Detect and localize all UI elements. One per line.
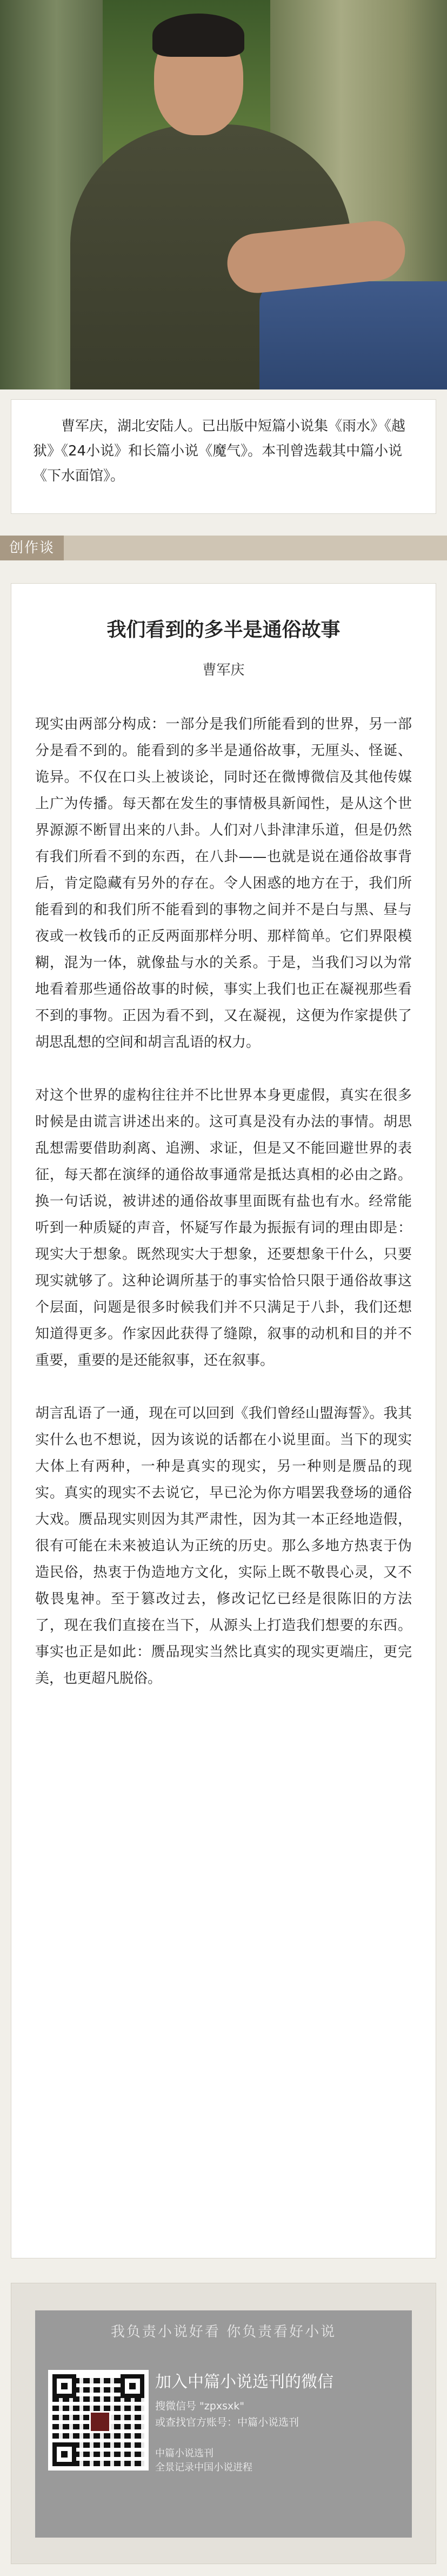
author-photo — [0, 0, 447, 389]
author-bio-text: 曹军庆，湖北安陆人。已出版中短篇小说集《雨水》《越狱》《24小说》和长篇小说《魔气》。本刊曾选载其中篇小说《下水面馆》。 — [33, 418, 406, 484]
article-title: 我们看到的多半是通俗故事 — [106, 619, 341, 641]
author-hair — [152, 14, 244, 57]
article-box — [11, 583, 436, 2258]
article-paragraph-1: 现实由两部分构成：一部分是我们所能看到的世界，另一部分是看不到的。能看到的多半是通俗故事，无厘头、怪诞、诡异。不仅在口头上被谈论，同时还在微博微信及其他传媒上广为传播。每天都在发生的事情极具新闻性，是从这个世界源源不断冒出来的八卦。人们对八卦津津乐道，但是仍然有我们所看不到的东西，在八卦——也就是说在通俗故事背后，肯定隐藏有另外的存在。令人困惑的地方在于，我们所能看到的和我们所不能看到的事物之间并不是白与黑、昼与夜或一枚钱币的正反两面那样分明、那样简单。它们界限模糊，混为一体，就像盐与水的关系。于是，当我们习以为常地看着那些通俗故事的时候，事实上我们也正在凝视那些看不到的事物。正因为看不到，又在凝视，这便为作家提供了胡思乱想的空间和胡言乱语的权力。 — [35, 716, 412, 1051]
promo-panel — [35, 2310, 412, 2538]
promo-box — [11, 2283, 436, 2564]
author-jeans — [259, 281, 447, 389]
promo-official-account: 或查找官方账号：中篇小说选刊 — [155, 2416, 299, 2428]
section-tag: 创作谈 — [0, 536, 64, 560]
qr-finder-top-right — [121, 2374, 144, 2398]
author-bio-box — [11, 399, 436, 514]
qr-finder-bottom-left — [52, 2442, 76, 2466]
promo-footer-tagline: 全景记录中国小说进程 — [155, 2462, 252, 2473]
article-paragraph-2: 对这个世界的虚构往往并不比世界本身更虚假，真实在很多时候是由谎言讲述出来的。这可真是没有办法的事情。胡思乱想需要借助刹离、追溯、求证，但是又不能回避世界的表征，每天都在演绎的通俗故事通常是抵达真相的必由之路。换一句话说，被讲述的通俗故事里面既有盐也有水。经常能听到一种质疑的声音，怀疑写作最为振振有词的理由即是：现实大于想象。既然现实大于想象，还要想象干什么，只要现实就够了。这种论调所基于的事实恰恰只限于通俗故事这个层面，问题是很多时候我们并不只满足于八卦，我们还想知道得更多。作家因此获得了缝隙，叙事的动机和目的并不重要，重要的是还能叙事，还在叙事。 — [35, 1087, 412, 1369]
article-paragraph-3: 胡言乱语了一通，现在可以回到《我们曾经山盟海誓》。我其实什么也不想说，因为该说的话都在小说里面。当下的现实大体上有两种，一种是真实的现实，另一种则是赝品的现实。真实的现实不去说它，早已沦为你方唱罢我登场的通俗大戏。赝品现实则因为其严肃性，因为其一本正经地造假，很有可能在未来被追认为正统的历史。那么多地方热衷于伪造民俗，热衷于伪造地方文化，实际上既不敬畏心灵，又不敬畏鬼神。至于篡改过去，修改记忆已经是很陈旧的方法了，现在我们直接在当下，从源头上打造我们想要的东西。事实也正是如此：赝品现实当然比真实的现实更端庄，更完美，也更超凡脱俗。 — [35, 1405, 412, 1687]
promo-heading: 加入中篇小说选刊的微信 — [155, 2373, 333, 2392]
qr-logo-icon — [89, 2411, 111, 2433]
section-header-bar — [0, 536, 447, 560]
promo-footer-name: 中篇小说选刊 — [155, 2448, 214, 2459]
promo-slogan: 我负责小说好看 你负责看好小说 — [110, 2324, 337, 2340]
qr-finder-top-left — [52, 2374, 76, 2398]
article-author: 曹军庆 — [202, 662, 245, 678]
qr-code[interactable] — [48, 2370, 149, 2471]
promo-wechat-id: 搜微信号 "zpxsxk" — [155, 2400, 244, 2412]
